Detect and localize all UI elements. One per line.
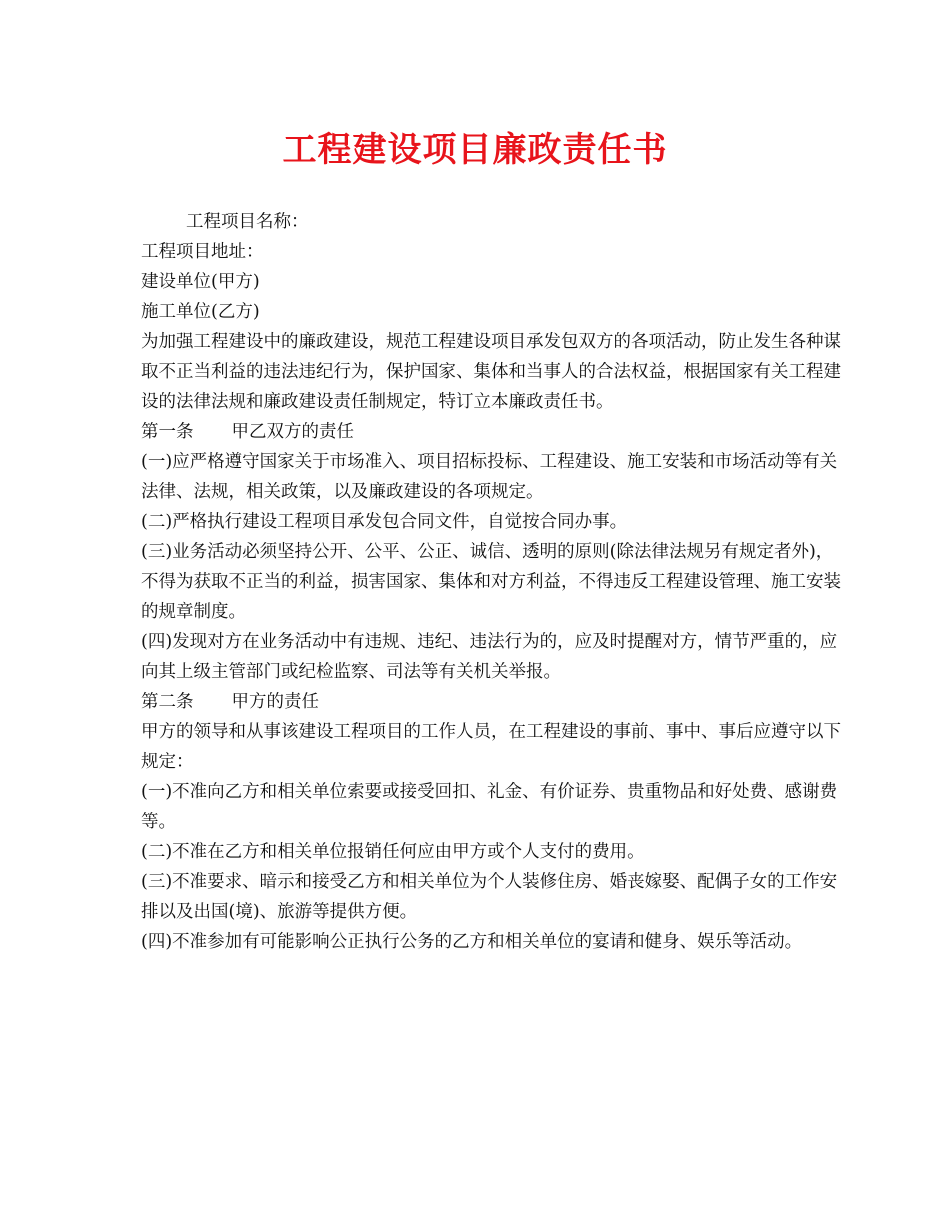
article-item: (四)不准参加有可能影响公正执行公务的乙方和相关单位的宴请和健身、娱乐等活动。 — [141, 932, 803, 952]
document-body — [141, 207, 841, 957]
article-intro: 甲方的领导和从事该建设工程项目的工作人员，在工程建设的事前、事中、事后应遵守以下规定： — [141, 722, 841, 772]
article-title: 甲乙双方的责任 — [231, 422, 354, 442]
document-title: 工程建设项目廉政责任书 — [282, 130, 668, 170]
article-item: (二)不准在乙方和相关单位报销任何应由甲方或个人支付的费用。 — [141, 842, 645, 862]
article-item: (四)发现对方在业务活动中有违规、违纪、违法行为的，应及时提醒对方，情节严重的，应向其上级主管部门或纪检监察、司法等有关机关举报。 — [141, 632, 838, 682]
article-title: 甲方的责任 — [231, 692, 319, 712]
party-b-field: 施工单位(乙方) — [141, 302, 260, 322]
article-number: 第二条 — [141, 692, 194, 712]
article-heading — [141, 687, 841, 717]
article-item: (三)业务活动必须坚持公开、公平、公正、诚信、透明的原则(除法律法规另有规定者外)，不得为获取不正当的利益，损害国家、集体和对方利益，不得违反工程建设管理、施工安装的规章制度。 — [141, 542, 841, 622]
article-item: (一)应严格遵守国家关于市场准入、项目招标投标、工程建设、施工安装和市场活动等有关法律、法规，相关政策，以及廉政建设的各项规定。 — [141, 452, 838, 502]
project-name-field: 工程项目名称： — [186, 212, 309, 232]
article-item: (一)不准向乙方和相关单位索要或接受回扣、礼金、有价证券、贵重物品和好处费、感谢费等。 — [141, 782, 838, 832]
party-a-field: 建设单位(甲方) — [141, 272, 260, 292]
article-item: (二)严格执行建设工程项目承发包合同文件，自觉按合同办事。 — [141, 512, 628, 532]
preamble-paragraph: 为加强工程建设中的廉政建设，规范工程建设项目承发包双方的各项活动，防止发生各种谋取不正当利益的违法违纪行为，保护国家、集体和当事人的合法权益，根据国家有关工程建设的法律法规和廉政建设责任制规定，特订立本廉政责任书。 — [141, 332, 841, 412]
project-address-field: 工程项目地址： — [141, 242, 264, 262]
article-item: (三)不准要求、暗示和接受乙方和相关单位为个人装修住房、婚丧嫁娶、配偶子女的工作安排以及出国(境)、旅游等提供方便。 — [141, 872, 838, 922]
article-heading — [141, 417, 841, 447]
article-number: 第一条 — [141, 422, 194, 442]
